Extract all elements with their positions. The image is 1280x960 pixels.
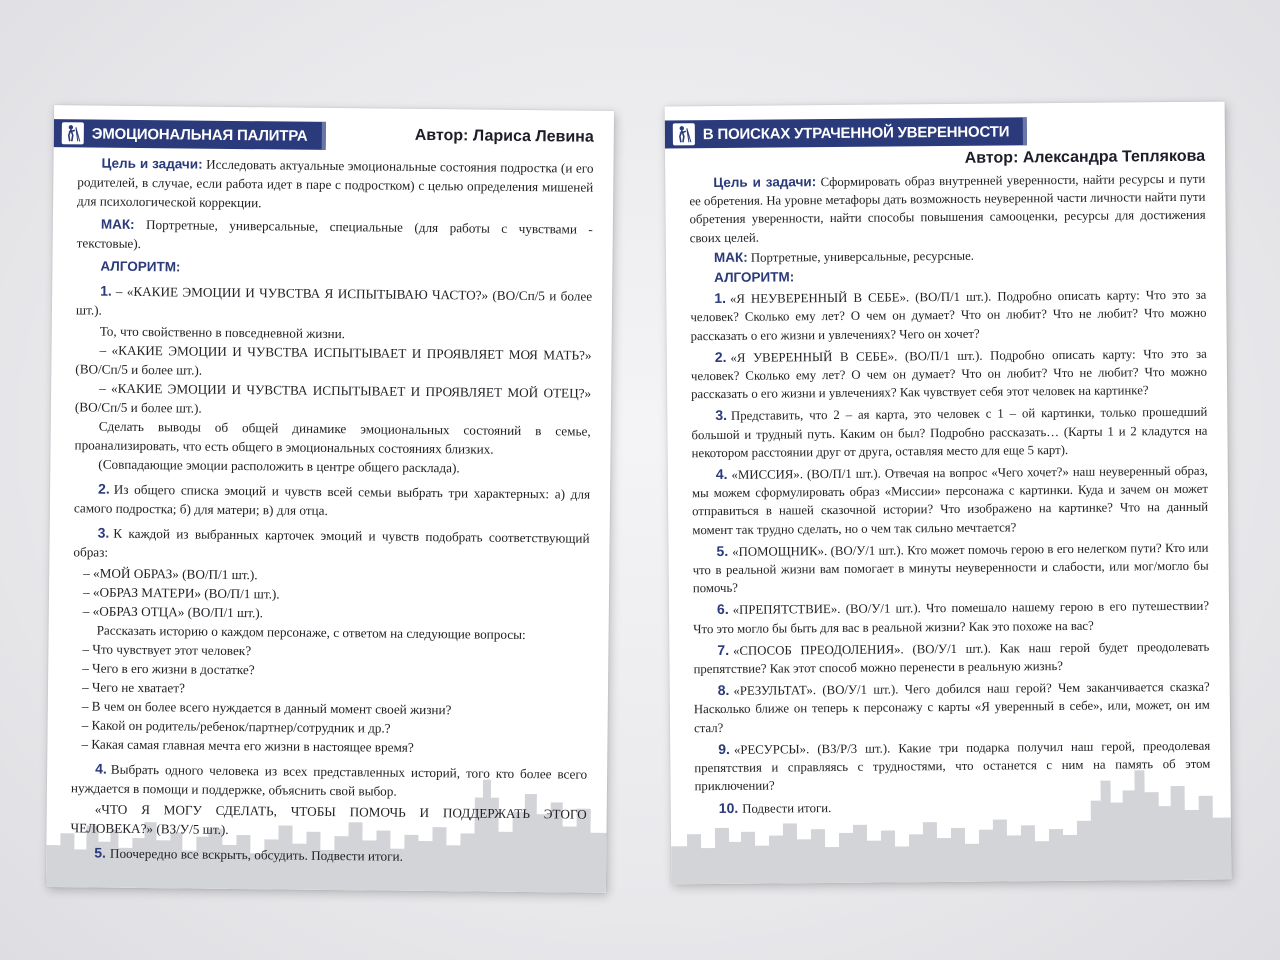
step-text: «Я УВЕРЕННЫЙ В СЕБЕ». (ВО/П/1 шт.). Подробно описать карту: Что это за человек? Сколько ему лет? О чем он думает? Что он любит? Что не любит? Что можно рассказать о его жизни и увлечениях? Как чувствует себя этот человек на картинке? [690,346,1208,402]
step-4 [71,759,587,802]
step-3 [691,402,1207,462]
card-author: Автор: Лариса Левина [414,126,594,146]
step-number: 9. [718,740,730,757]
mak-paragraph [690,245,1206,268]
step-text: Поочередно все вскрыть, обсудить. Подвести итоги. [109,845,404,864]
right-card [665,102,1232,885]
card-author: Автор: Александра Теплякова [964,147,1206,167]
goal-paragraph [77,153,594,215]
step-number: 2. [714,348,727,365]
step-3-item: – «МОЙ ОБРАЗ» (ВО/П/1 шт.). [83,565,258,583]
step-text: «ПОМОЩНИК». (ВО/У/1 шт.). Кто может помочь герою в его нелегком пути? Кто или что в реальной жизни вам помогает в минуты неуверенности и слабости, или мог/могло бы помочь? [692,540,1209,596]
step-1-note: То, что свойственно в повседневной жизни. [99,323,346,342]
step-3-question: – Чего не хватает? [81,679,185,696]
mak-text: Портретные, универсальные, специальные (для работы с чувствами - текстовые). [76,217,593,252]
step-text: Выбрать одного человека из всех представленных историй, того кто более всего нуждается в помощи и поддержке, объяснить свой выбор. [70,761,588,799]
step-1-father: – «КАКИЕ ЭМОЦИИ И ЧУВСТВА ИСПЫТЫВАЕТ И ПРОЯВЛЯЕТ МОЙ ОТЕЦ?» (ВО/Сп/5 и более шт.). [74,380,592,416]
person-at-easel-icon [673,123,695,145]
step-3-question: – В чем он более всего нуждается в данный момент своей жизни? [81,698,452,718]
step-5 [692,538,1208,598]
step-3-item: – «ОБРАЗ ОТЦА» (ВО/П/1 шт.). [82,603,264,621]
step-3-question: – Какая самая главная мечта его жизни в настоящее время? [81,736,414,755]
step-4-question: «ЧТО Я МОГУ СДЕЛАТЬ, ЧТОБЫ ПОМОЧЬ И ПОДДЕРЖАТЬ ЭТОГО ЧЕЛОВЕКА?» (ВЗ/У/5 шт.). [70,801,587,837]
mak-text: Портретные, универсальные, ресурсные. [750,248,974,265]
step-1 [76,281,592,324]
step-text: «СПОСОБ ПРЕОДОЛЕНИЯ». (ВО/У/1 шт.). Как наш герой будет преодолевать препятствие? Как этот способ можно перенести в реальную жизнь? [693,639,1210,677]
card-title: ЭМОЦИОНАЛЬНАЯ ПАЛИТРА [91,124,308,145]
step-text: «РЕЗУЛЬТАТ». (ВО/У/1 шт.). Чего добился наш герой? Чем заканчивается сказка? Насколько ближе он теперь к персонажу с карты «Я уверенный в себе», или, может, он им стал? [693,680,1210,735]
step-number: 4. [715,465,728,483]
goal-text: Исследовать актуальные эмоциональные состояния подростка (и его родителей, в случае, если работа идет в паре с подростком) с целью определения мишеней для психологической коррекции. [77,156,594,211]
step-text: «ПРЕПЯТСТВИЕ». (ВО/У/1 шт.). Что помешало нашему герою в его путешествии? Что это могло бы быть для вас в реальной жизни? Как это похоже на вас? [693,599,1210,636]
person-at-easel-icon [62,122,84,144]
mak-label: МАК: [713,249,748,265]
card-title: В ПОИСКАХ УТРАЧЕННОЙ УВЕРЕННОСТИ [702,122,1010,143]
goal-label: Цель и задачи: [713,174,817,191]
step-8 [694,677,1210,737]
step-3 [73,523,589,566]
algorithm-heading: АЛГОРИТМ: [714,269,795,286]
step-text: «Я НЕУВЕРЕННЫЙ В СЕБЕ». (ВО/П/1 шт.). Подробно описать карту: Что это за человек? Сколько ему лет? О чем он думает? Что он любит? Что не любит? Что можно рассказать о его жизни и увлечениях? Чего он хочет? [690,287,1207,343]
step-2 [691,344,1207,404]
step-text: «МИССИЯ». (ВО/П/1 шт.). Отвечая на вопрос «Чего хочет?» наш неуверенный образ, мы можем сформулировать образ «Миссии» персонажа с картинки. Куда и зачем он может отправиться в нашей сказочной истории? Что изображено на картинке? Что на данный момент так трудно сделать, но о чем так сильно мечтается? [691,463,1209,537]
step-3-story: Рассказать историю о каждом персонаже, с ответом на следующие вопросы: [96,622,526,643]
step-number: 5. [716,542,729,559]
step-number: 8. [717,682,730,699]
step-1-layout-note: (Совпадающие эмоции расположить в центре общего расклада). [98,456,460,476]
step-number: 5. [94,844,107,861]
step-number: 2. [98,480,110,497]
step-number: 1. [714,290,727,307]
step-3-question: – Какой он родитель/ребенок/партнер/сотрудник и др.? [81,717,391,736]
goal-paragraph [689,170,1206,247]
step-3-question: – Что чувствует этот человек? [82,641,252,659]
step-text: К каждой из выбранных карточек эмоций и чувств подобрать соответствующий образ: [73,525,590,560]
step-9 [694,736,1210,796]
step-number: 4. [95,760,107,777]
step-number: 6. [716,601,729,618]
step-4 [692,461,1209,539]
goal-text: Сформировать образ внутренней уверенности, найти ресурсы и пути ее обретения. На уровне метафоры дать возможность неуверенной части личности найти пути обретения уверенности, найти способы повышения самооценки, ресурсы для достижения своих целей. [689,171,1206,245]
step-number: 7. [717,641,730,658]
step-6 [693,596,1209,638]
mak-paragraph [77,214,593,257]
step-text: Представить, что 2 – ая карта, это человек с 1 – ой картинки, только прошедший большой и трудный путь. Каким он был? Подробно рассказать… (Карты 1 и 2 кладутся на некотором расстоянии друг от друга, оставляя место для еще 5 карт). [691,405,1208,461]
step-1-mother: – «КАКИЕ ЭМОЦИИ И ЧУВСТВА ИСПЫТЫВАЕТ И ПРОЯВЛЯЕТ МОЯ МАТЬ?» (ВО/Сп/5 и более шт.). [75,342,592,378]
step-number: 3. [97,524,110,541]
step-1 [690,285,1206,345]
left-card [46,105,614,893]
card-title-bar [665,117,1028,148]
step-number: 1. [100,282,112,299]
step-text: Из общего списка эмоций и чувств всей семьи выбрать три характерных: а) для самого подростка; б) для матери; в) для отца. [73,481,591,518]
step-number: 3. [715,407,728,424]
goal-label: Цель и задачи: [101,155,203,172]
step-text: – «КАКИЕ ЭМОЦИИ И ЧУВСТВА Я ИСПЫТЫВАЮ ЧАСТО?» (ВО/Сп/5 и более шт.). [75,283,593,318]
step-text: Подвести итоги. [742,800,832,816]
step-3-item: – «ОБРАЗ МАТЕРИ» (ВО/П/1 шт.). [82,584,280,602]
step-3-question: – Чего в его жизни в достатке? [82,660,255,678]
step-1-conclusion: Сделать выводы об общей динамике эмоциональных состояний в семье, проанализировать, что есть общего в эмоциональных состояниях близких. [74,418,591,457]
step-number: 10. [718,799,739,816]
step-2 [74,479,590,522]
mak-label: МАК: [100,216,135,232]
step-7 [693,637,1209,679]
step-text: «РЕСУРСЫ». (ВЗ/Р/3 шт.). Какие три подарка получил наш герой, преодолевая препятствия и справляясь с трудностями, что останется с ним на память об этом приключении? [694,738,1211,794]
algorithm-heading: АЛГОРИТМ: [100,258,181,275]
card-title-bar [54,119,326,150]
